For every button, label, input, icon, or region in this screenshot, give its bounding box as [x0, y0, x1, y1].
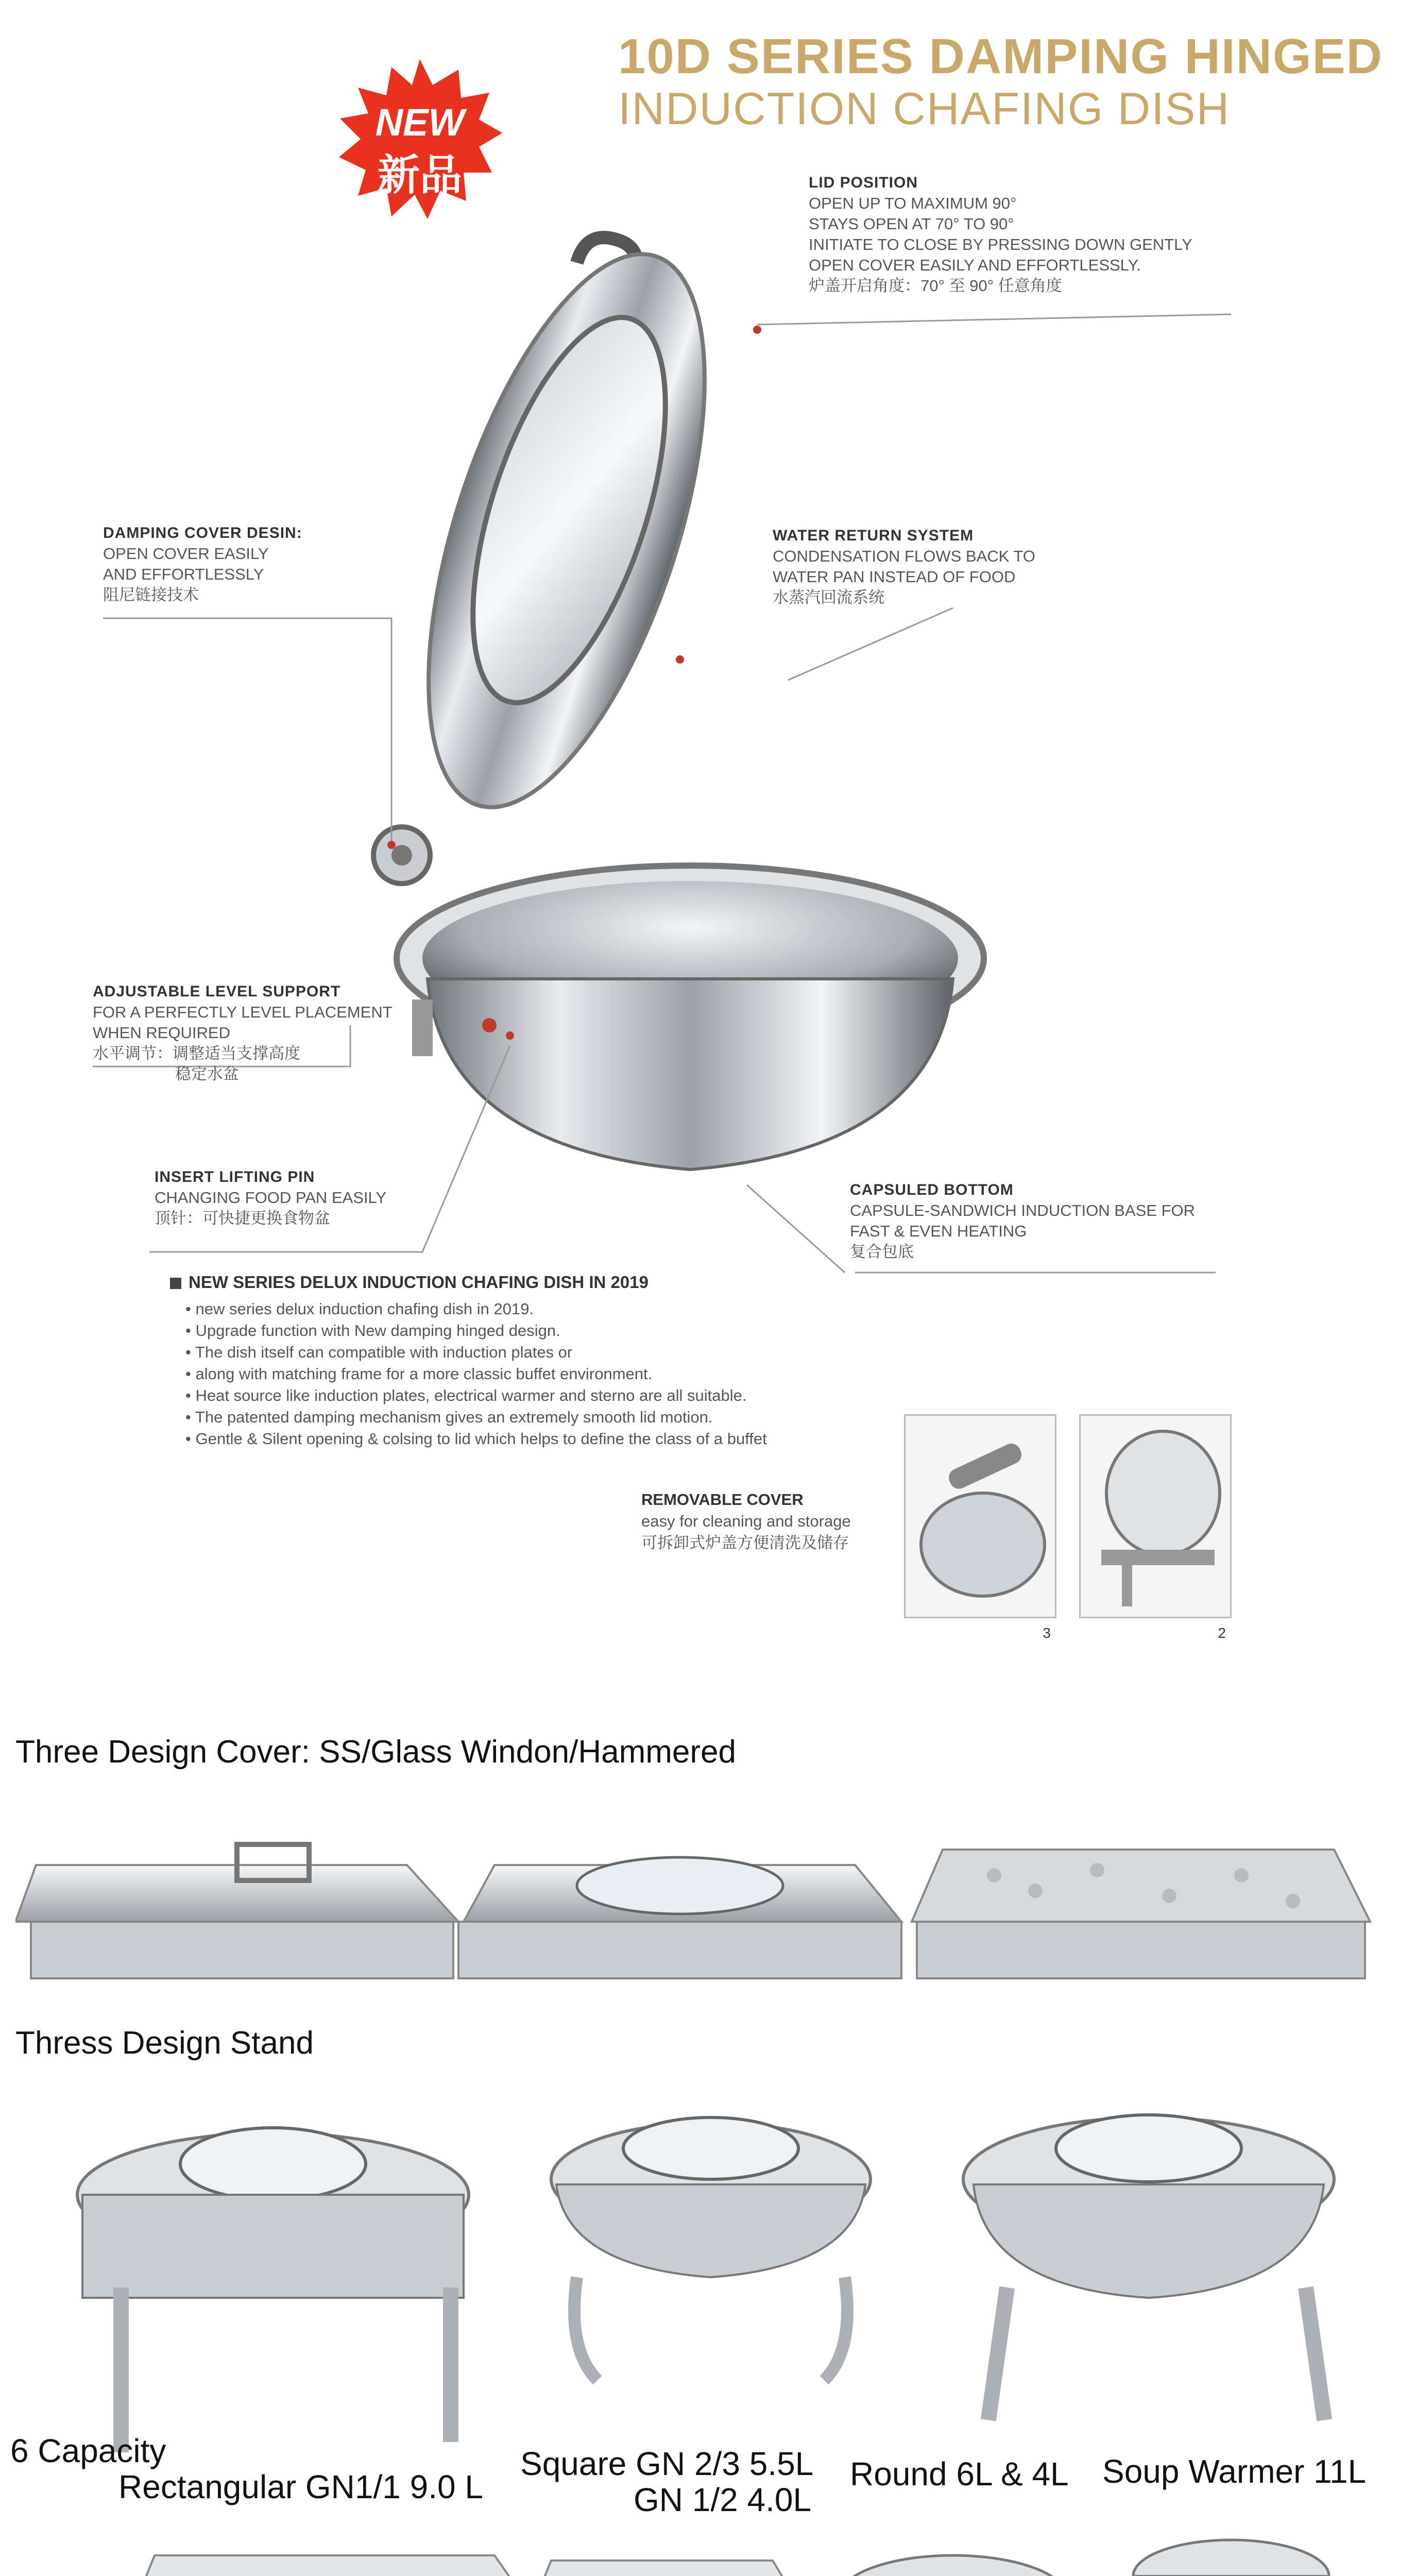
callout-insert-lifting [155, 1167, 386, 1229]
hammered-cover-dish [912, 1850, 1370, 1978]
removable-cover-line: 可拆卸式炉盖方便清洗及储存 [641, 1534, 849, 1552]
stand-designs-image [52, 2061, 1391, 2463]
damping-cover-line: AND EFFORTLESSLY [103, 565, 264, 583]
bullet-square-icon [170, 1278, 181, 1289]
glass-cover-dish [458, 1857, 901, 1978]
capsuled-bottom-heading: CAPSULED BOTTOM [850, 1181, 1014, 1198]
badge-cn-text: 新品 [377, 152, 462, 199]
adjustable-level-line: 稳定水盆 [175, 1065, 239, 1083]
photo-number: 2 [1218, 1625, 1226, 1641]
round-dish [840, 2555, 1066, 2576]
rectangular-dish [134, 2555, 531, 2576]
feature-item: • Upgrade function with New damping hinged design. [185, 1320, 917, 1342]
soup-warmer [1133, 2540, 1329, 2576]
removable-cover-photo-1 [904, 1414, 1056, 1641]
features-list [185, 1298, 917, 1450]
adjustable-level-line: WHEN REQUIRED [93, 1024, 230, 1042]
capsuled-bottom-line: CAPSULE-SANDWICH INDUCTION BASE FOR [850, 1201, 1196, 1219]
feature-item: • Heat source like induction plates, electrical warmer and sterno are all suitable. [185, 1385, 917, 1406]
chafing-lid-icon [906, 1416, 1055, 1617]
lid-position-line: OPEN UP TO MAXIMUM 90° [809, 194, 1017, 212]
adjustable-level-heading: ADJUSTABLE LEVEL SUPPORT [93, 983, 341, 1000]
capacity-rect-label: Rectangular GN1/1 9.0 L [118, 2468, 483, 2505]
adjustable-level-line: 水平调节：调整适当支撑高度 [93, 1044, 300, 1062]
capsuled-bottom-line: 复合包底 [850, 1243, 914, 1261]
insert-lifting-line: 顶针：可快捷更换食物盆 [155, 1209, 330, 1227]
capacity-square-label: Square GN 2/3 5.5L [520, 2445, 814, 2482]
callout-adjustable-level [93, 981, 393, 1084]
water-return-line: CONDENSATION FLOWS BACK TO [773, 547, 1035, 565]
damping-cover-line: OPEN COVER EASILY [103, 545, 269, 563]
stand-design-3 [963, 2115, 1334, 2421]
features-title [170, 1273, 649, 1292]
damping-cover-heading: DAMPING COVER DESIN: [103, 524, 302, 541]
callout-lid-position [809, 173, 1192, 296]
lid-position-line: INITIATE TO CLOSE BY PRESSING DOWN GENTLY [809, 235, 1192, 253]
feature-item: • along with matching frame for a more classic buffet environment. [185, 1363, 917, 1385]
lid-position-heading: LID POSITION [809, 174, 918, 191]
page-title-line2: INDUCTION CHAFING DISH [618, 83, 1230, 134]
cover-designs-image [15, 1788, 1406, 2004]
removable-cover-heading: REMOVABLE COVER [641, 1490, 804, 1509]
callout-damping-cover [103, 523, 302, 605]
section-capacity-title: 6 Capacity [10, 2432, 166, 2469]
ss-cover-dish [15, 1844, 458, 1978]
insert-lifting-line: CHANGING FOOD PAN EASILY [155, 1189, 387, 1207]
section-covers-title: Three Design Cover: SS/Glass Windon/Hammered [15, 1734, 736, 1770]
lid-position-line: 炉盖开启角度：70° 至 90° 任意角度 [809, 277, 1062, 295]
page-title-line1: 10D SERIES DAMPING HINGED [618, 29, 1383, 84]
square-dish [531, 2561, 804, 2576]
capacity-products-image [134, 2514, 1401, 2576]
photo-number: 3 [1043, 1625, 1051, 1641]
chafing-hinge-icon [1081, 1416, 1230, 1617]
insert-lifting-heading: INSERT LIFTING PIN [155, 1168, 315, 1185]
badge-new-text: NEW [375, 101, 465, 144]
damping-cover-line: 阻尼链接技术 [103, 586, 199, 604]
lid-position-line: OPEN COVER EASILY AND EFFORTLESSLY. [809, 256, 1141, 274]
feature-item: • Gentle & Silent opening & colsing to lid which helps to define the class of a buffet [185, 1428, 917, 1450]
feature-item: • new series delux induction chafing dish in 2019. [185, 1298, 917, 1320]
features-title-text: NEW SERIES DELUX INDUCTION CHAFING DISH IN 2019 [189, 1273, 649, 1292]
feature-item: • The dish itself can compatible with induction plates or [185, 1342, 917, 1363]
section-stands-title: Thress Design Stand [15, 2025, 314, 2061]
adjustable-level-line: FOR A PERFECTLY LEVEL PLACEMENT [93, 1003, 393, 1021]
lid-position-line: STAYS OPEN AT 70° TO 90° [809, 215, 1014, 233]
callout-capsuled-bottom [850, 1180, 1195, 1262]
capsuled-bottom-line: FAST & EVEN HEATING [850, 1222, 1027, 1240]
removable-cover-line: easy for cleaning and storage [641, 1512, 851, 1530]
water-return-line: WATER PAN INSTEAD OF FOOD [773, 568, 1016, 586]
capacity-round-label: Round 6L & 4L [850, 2455, 1069, 2493]
removable-cover-text [641, 1489, 851, 1554]
callout-water-return [773, 526, 1035, 608]
stand-design-1 [77, 2128, 469, 2452]
removable-cover-photo-2 [1079, 1414, 1232, 1641]
water-return-heading: WATER RETURN SYSTEM [773, 527, 974, 544]
capacity-square-label-2: GN 1/2 4.0L [634, 2481, 812, 2518]
stand-design-2 [551, 2117, 871, 2380]
feature-item: • The patented damping mechanism gives an extremely smooth lid motion. [185, 1406, 917, 1428]
water-return-line: 水蒸汽回流系统 [773, 588, 884, 606]
capacity-soup-label: Soup Warmer 11L [1102, 2453, 1367, 2490]
